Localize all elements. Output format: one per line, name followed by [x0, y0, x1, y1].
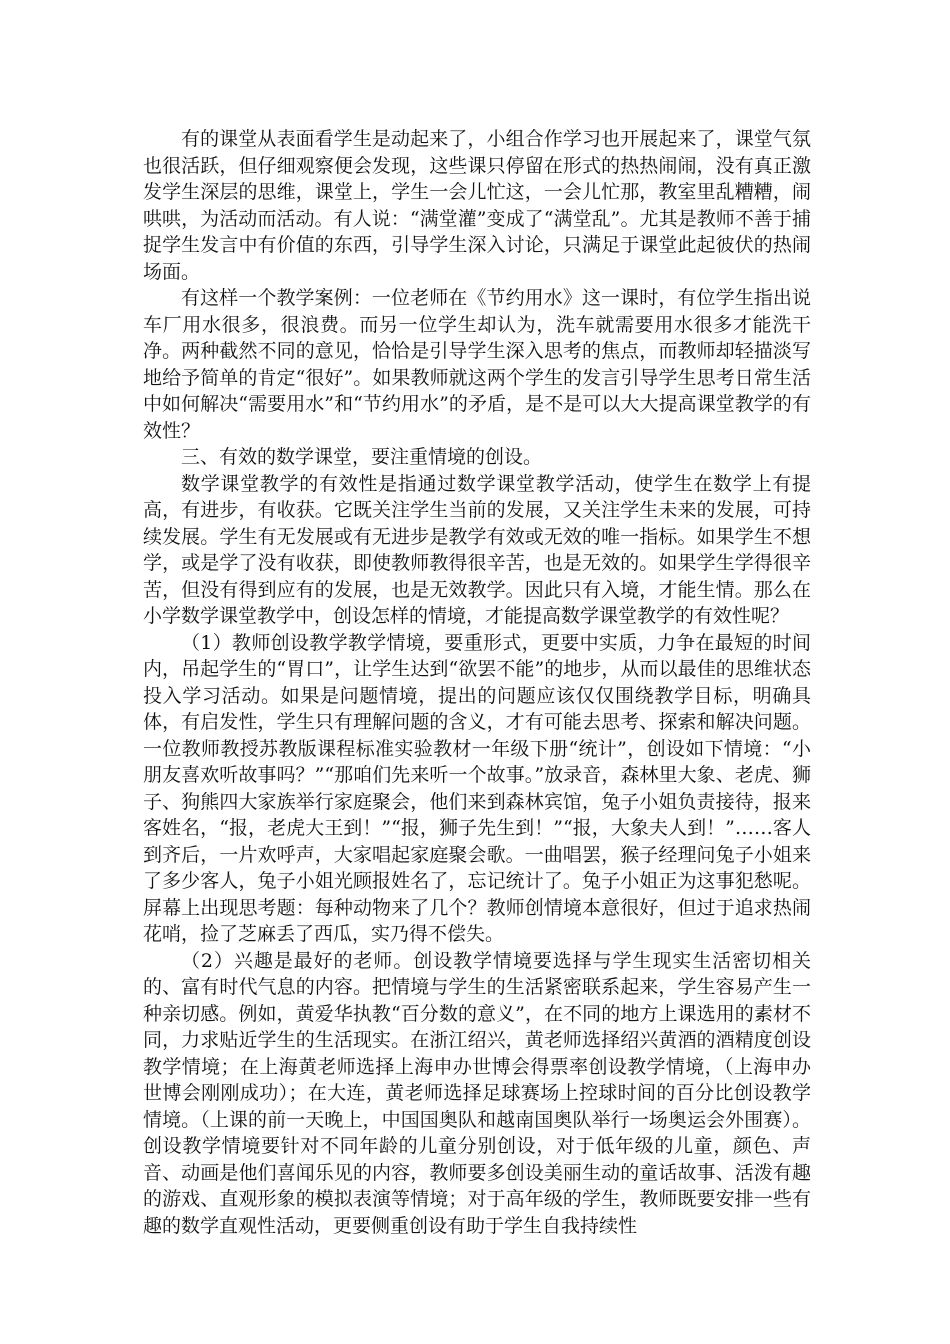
paragraph-effectiveness: 数学课堂教学的有效性是指通过数学课堂教学活动，使学生在数学上有提高，有进步，有收获。它既关注学生当前的发展，又关注学生未来的发展，可持续发展。学生有无发展或有无进步是教学有效或无效的唯一指标。如果学生不想学，或是学了没有收获，即使教师教得很辛苦，也是无效的。如果学生学得很辛苦，但没有得到应有的发展，也是无效教学。因此只有入境，才能生情。那么在小学数学课堂教学中，创设怎样的情境，才能提高数学课堂教学的有效性呢？ [143, 472, 811, 627]
paragraph-teaching-case: 有这样一个教学案例：一位老师在《节约用水》这一课时，有位学生指出说车厂用水很多，很浪费。而另一位学生却认为，洗车就需要用水很多才能洗干净。两种截然不同的意见，恰恰是引导学生深入思考的焦点，而教师却轻描淡写地给予简单的肯定“很好”。如果教师就这两个学生的发言引导学生思考日常生活中如何解决“需要用水”和“节约用水”的矛盾，是不是可以大大提高课堂教学的有效性？ [143, 287, 811, 442]
paragraph-point-2: （2）兴趣是最好的老师。创设教学情境要选择与学生现实生活密切相关的、富有时代气息的内容。把情境与学生的生活紧密联系起来，学生容易产生一种亲切感。例如，黄爱华执教“百分数的意义”，在不同的地方上课选用的素材不同，力求贴近学生的生活现实。在浙江绍兴，黄老师选择绍兴黄酒的酒精度创设教学情境；在上海黄老师选择上海申办世博会得票率创设教学情境，（上海申办世博会刚刚成功）；在大连，黄老师选择足球赛场上控球时间的百分比创设教学情境。（上课的前一天晚上，中国国奥队和越南国奥队举行一场奥运会外围赛）。创设教学情境要针对不同年龄的儿童分别创设，对于低年级的儿童，颜色、声音、动画是他们喜闻乐见的内容，教师要多创设美丽生动的童话故事、活泼有趣的游戏、直观形象的模拟表演等情境；对于高年级的学生，教师既要安排一些有趣的数学直观性活动，更要侧重创设有助于学生自我持续性 [143, 949, 811, 1237]
paragraph-classroom-activity: 有的课堂从表面看学生是动起来了，小组合作学习也开展起来了，课堂气氛也很活跃，但仔细观察便会发现，这些课只停留在形式的热热闹闹，没有真正激发学生深层的思维，课堂上，学生一会儿忙这，一会儿忙那，教室里乱糟糟，闹哄哄，为活动而活动。有人说：“满堂灌”变成了“满堂乱”。尤其是教师不善于捕捉学生发言中有价值的东西，引导学生深入讨论，只满足于课堂此起彼伏的热闹场面。 [143, 128, 811, 283]
section-heading-3: 三、有效的数学课堂，要注重情境的创设。 [181, 446, 543, 468]
paragraph-point-1: （1）教师创设教学教学情境，要重形式，更要中实质，力争在最短的时间内，吊起学生的“胃口”，让学生达到“欲罢不能”的地步，从而以最佳的思维状态投入学习活动。如果是问题情境，提出的问题应该仅仅围绕教学目标，明确具体，有启发性，学生只有理解问题的含义，才有可能去思考、探索和解决问题。一位教师教授苏教版课程标准实验教材一年级下册“统计”，创设如下情境：“小朋友喜欢听故事吗？”“那咱们先来听一个故事。”放录音，森林里大象、老虎、狮子、狗熊四大家族举行家庭聚会，他们来到森林宾馆，兔子小姐负责接待，报来客姓名，“报，老虎大王到！”“报，狮子先生到！”“报，大象夫人到！”……客人到齐后，一片欢呼声，大家唱起家庭聚会歌。一曲唱罢，猴子经理问兔子小姐来了多少客人，兔子小姐光顾报姓名了，忘记统计了。兔子小姐正为这事犯愁呢。屏幕上出现思考题：每种动物来了几个？教师创情境本意很好，但过于追求热闹花哨，捡了芝麻丢了西瓜，实乃得不偿失。 [143, 631, 811, 945]
document-body [143, 126, 811, 1239]
